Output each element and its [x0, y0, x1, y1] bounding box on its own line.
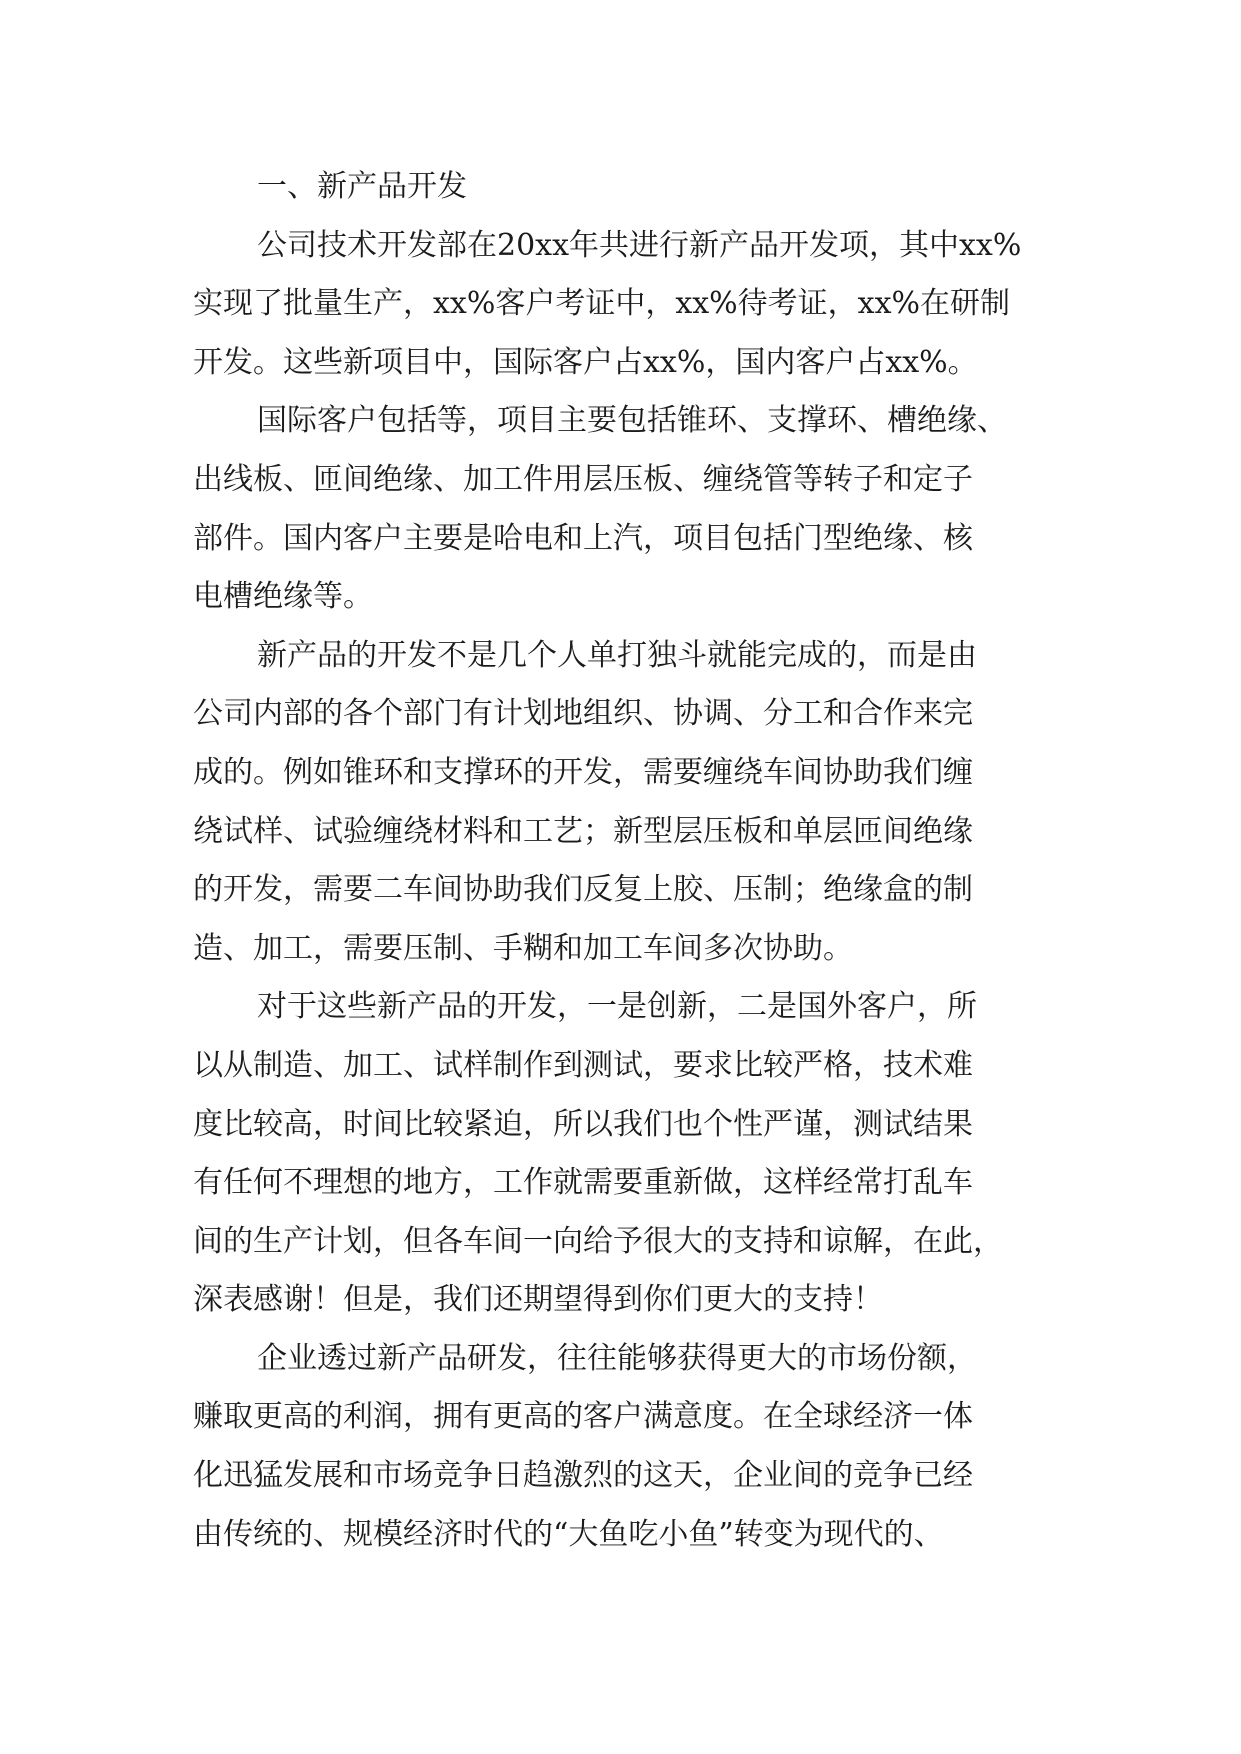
- text-line: 对于这些新产品的开发，一是创新，二是国外客户，所: [257, 989, 977, 1025]
- text-line: 开发。这些新项目中，国际客户占xx%，国内客户占xx%。: [193, 344, 978, 380]
- text-line: 国际客户包括等，项目主要包括锥环、支撑环、槽绝缘、: [257, 403, 1007, 439]
- text-line: 间的生产计划，但各车间一向给予很大的支持和谅解，在此，: [193, 1223, 1003, 1259]
- text-line: 深表感谢！但是，我们还期望得到你们更大的支持！: [193, 1282, 883, 1318]
- text-line: 绕试样、试验缠绕材料和工艺；新型层压板和单层匝间绝缘: [193, 813, 973, 849]
- paragraph: [193, 627, 1073, 979]
- paragraph: [193, 1330, 1073, 1564]
- text-line: 赚取更高的利润，拥有更高的客户满意度。在全球经济一体: [193, 1399, 973, 1435]
- text-line: 的开发，需要二车间协助我们反复上胶、压制；绝缘盒的制: [193, 872, 973, 908]
- text-line: 企业透过新产品研发，往往能够获得更大的市场份额，: [257, 1340, 977, 1376]
- text-line: 部件。国内客户主要是哈电和上汽，项目包括门型绝缘、核: [193, 520, 973, 556]
- paragraph: [193, 392, 1073, 626]
- text-line: 以从制造、加工、试样制作到测试，要求比较严格，技术难: [193, 1047, 973, 1083]
- text-line: 由传统的、规模经济时代的“大鱼吃小鱼”转变为现代的、: [193, 1516, 944, 1552]
- text-line: 有任何不理想的地方，工作就需要重新做，这样经常打乱车: [193, 1165, 973, 1201]
- paragraph: [193, 978, 1073, 1330]
- text-line: 度比较高，时间比较紧迫，所以我们也个性严谨，测试结果: [193, 1106, 973, 1142]
- section-heading: [193, 158, 1073, 217]
- text-line: 电槽绝缘等。: [193, 579, 373, 615]
- text-line: 成的。例如锥环和支撑环的开发，需要缠绕车间协助我们缠: [193, 754, 973, 790]
- text-line: 化迅猛发展和市场竞争日趋激烈的这天，企业间的竞争已经: [193, 1458, 973, 1494]
- text-line: 出线板、匝间绝缘、加工件用层压板、缠绕管等转子和定子: [193, 461, 973, 497]
- paragraph: [193, 217, 1073, 393]
- text-line: 造、加工，需要压制、手糊和加工车间多次协助。: [193, 930, 853, 966]
- text-line: 新产品的开发不是几个人单打独斗就能完成的，而是由: [257, 637, 977, 673]
- text-line: 公司内部的各个部门有计划地组织、协调、分工和合作来完: [193, 696, 973, 732]
- text-line: 实现了批量生产，xx%客户考证中，xx%待考证，xx%在研制: [193, 286, 1011, 322]
- document-body: [193, 158, 1073, 1564]
- text-line: 公司技术开发部在20xx年共进行新产品开发项，其中xx%: [257, 227, 1022, 263]
- text-line: 一、新产品开发: [257, 169, 467, 204]
